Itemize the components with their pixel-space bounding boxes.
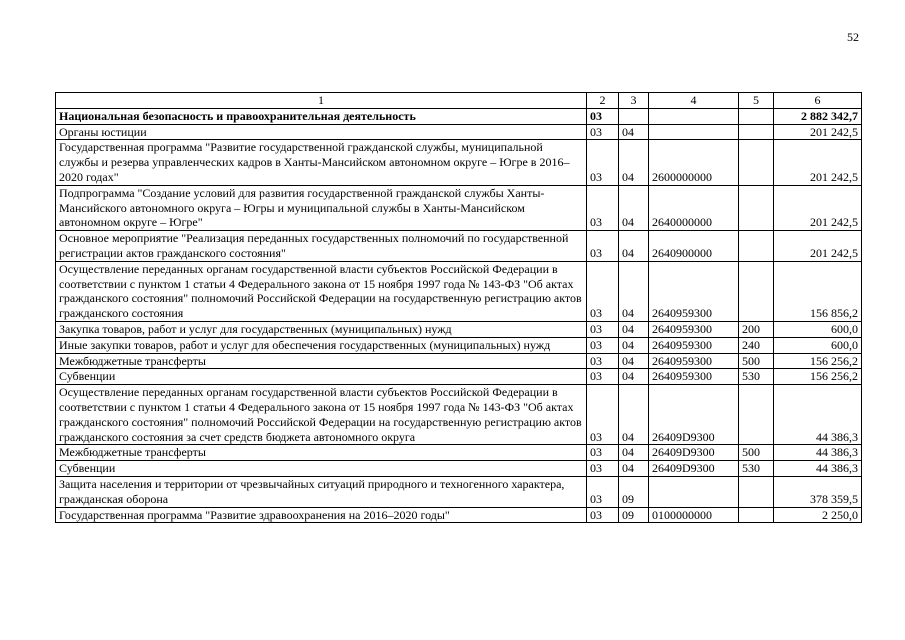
cell-target-article: 0100000000 — [649, 507, 739, 523]
cell-target-article: 2640900000 — [649, 231, 739, 262]
cell-name: Органы юстиции — [56, 124, 587, 140]
cell-section: 03 — [587, 369, 619, 385]
cell-name: Осуществление переданных органам государственной власти субъектов Российской Федерации в соответствии с пунктом 1 статьи 4 Федерального закона от 15 ноября 1997 года № 143-ФЗ "Об актах гражданского состояния" полномочий Российской Федерации на государственную регистрацию актов гражданского состояния — [56, 261, 587, 321]
cell-subsection: 04 — [619, 124, 649, 140]
table-row — [56, 445, 862, 461]
cell-section: 03 — [587, 507, 619, 523]
cell-expense-type: 530 — [739, 461, 774, 477]
cell-subsection: 04 — [619, 461, 649, 477]
cell-section: 03 — [587, 261, 619, 321]
table-row — [56, 124, 862, 140]
cell-name: Субвенции — [56, 369, 587, 385]
cell-amount: 201 242,5 — [774, 140, 862, 185]
cell-section: 03 — [587, 445, 619, 461]
cell-amount: 156 256,2 — [774, 369, 862, 385]
cell-amount: 44 386,3 — [774, 445, 862, 461]
cell-name: Защита населения и территории от чрезвычайных ситуаций природного и техногенного характера, гражданская оборона — [56, 476, 587, 507]
cell-section: 03 — [587, 353, 619, 369]
cell-name: Иные закупки товаров, работ и услуг для обеспечения государственных (муниципальных) нужд — [56, 337, 587, 353]
cell-amount: 378 359,5 — [774, 476, 862, 507]
cell-section: 03 — [587, 124, 619, 140]
table-header-row — [56, 93, 862, 109]
cell-name: Основное мероприятие "Реализация переданных государственных полномочий по государственной регистрации актов гражданского состояния" — [56, 231, 587, 262]
cell-name: Подпрограмма "Создание условий для развития государственной гражданской службы Ханты-Мансийского автономного округа – Югры и муниципальной службы в Ханты-Мансийском автономном округе – Югре" — [56, 185, 587, 230]
table-row — [56, 185, 862, 230]
cell-target-article — [649, 124, 739, 140]
cell-subsection: 04 — [619, 261, 649, 321]
cell-amount: 2 250,0 — [774, 507, 862, 523]
table-row — [56, 140, 862, 185]
cell-expense-type: 530 — [739, 369, 774, 385]
header-cell-name: 1 — [56, 93, 587, 109]
cell-name: Государственная программа "Развитие здравоохранения на 2016–2020 годы" — [56, 507, 587, 523]
cell-section: 03 — [587, 385, 619, 445]
cell-subsection — [619, 108, 649, 124]
cell-expense-type: 500 — [739, 353, 774, 369]
cell-expense-type — [739, 124, 774, 140]
cell-section: 03 — [587, 231, 619, 262]
cell-target-article: 2640959300 — [649, 261, 739, 321]
cell-target-article: 26409D9300 — [649, 385, 739, 445]
cell-name: Осуществление переданных органам государственной власти субъектов Российской Федерации в соответствии с пунктом 1 статьи 4 Федерального закона от 15 ноября 1997 года № 143-ФЗ "Об актах гражданского состояния" полномочий Российской Федерации на государственную регистрацию актов гражданского состояния за счет средств бюджета автономного округа — [56, 385, 587, 445]
budget-table — [55, 92, 862, 523]
cell-name: Субвенции — [56, 461, 587, 477]
cell-expense-type — [739, 185, 774, 230]
cell-target-article: 2640959300 — [649, 369, 739, 385]
cell-section: 03 — [587, 321, 619, 337]
table-row — [56, 385, 862, 445]
cell-expense-type — [739, 231, 774, 262]
cell-target-article: 2640959300 — [649, 321, 739, 337]
cell-amount: 44 386,3 — [774, 385, 862, 445]
cell-expense-type: 500 — [739, 445, 774, 461]
cell-expense-type — [739, 476, 774, 507]
cell-subsection: 04 — [619, 321, 649, 337]
cell-expense-type: 240 — [739, 337, 774, 353]
cell-subsection: 04 — [619, 231, 649, 262]
cell-amount: 201 242,5 — [774, 231, 862, 262]
cell-amount: 44 386,3 — [774, 461, 862, 477]
cell-target-article — [649, 476, 739, 507]
cell-expense-type — [739, 385, 774, 445]
cell-subsection: 04 — [619, 369, 649, 385]
table-row — [56, 461, 862, 477]
cell-target-article: 26409D9300 — [649, 461, 739, 477]
cell-name: Межбюджетные трансферты — [56, 445, 587, 461]
header-cell-subsection: 3 — [619, 93, 649, 109]
header-cell-expense-type: 5 — [739, 93, 774, 109]
table-row — [56, 476, 862, 507]
cell-expense-type: 200 — [739, 321, 774, 337]
cell-target-article: 2640000000 — [649, 185, 739, 230]
cell-target-article: 2640959300 — [649, 353, 739, 369]
cell-amount: 201 242,5 — [774, 124, 862, 140]
cell-target-article: 26409D9300 — [649, 445, 739, 461]
cell-name: Национальная безопасность и правоохранительная деятельность — [56, 108, 587, 124]
header-cell-section: 2 — [587, 93, 619, 109]
table-row — [56, 108, 862, 124]
cell-subsection: 09 — [619, 476, 649, 507]
table-row — [56, 231, 862, 262]
page-number: 52 — [847, 30, 859, 44]
cell-amount: 156 256,2 — [774, 353, 862, 369]
cell-amount: 600,0 — [774, 321, 862, 337]
cell-target-article — [649, 108, 739, 124]
cell-target-article: 2640959300 — [649, 337, 739, 353]
cell-subsection: 04 — [619, 337, 649, 353]
cell-amount: 2 882 342,7 — [774, 108, 862, 124]
cell-name: Государственная программа "Развитие государственной гражданской службы, муниципальной службы и резерва управленческих кадров в Ханты-Мансийском автономном округе – Югре в 2016–2020 годах" — [56, 140, 587, 185]
cell-amount: 201 242,5 — [774, 185, 862, 230]
header-cell-amount: 6 — [774, 93, 862, 109]
cell-section: 03 — [587, 140, 619, 185]
header-cell-target-article: 4 — [649, 93, 739, 109]
cell-expense-type — [739, 140, 774, 185]
cell-subsection: 04 — [619, 445, 649, 461]
cell-subsection: 04 — [619, 353, 649, 369]
table-row — [56, 337, 862, 353]
cell-name: Межбюджетные трансферты — [56, 353, 587, 369]
cell-expense-type — [739, 507, 774, 523]
cell-name: Закупка товаров, работ и услуг для государственных (муниципальных) нужд — [56, 321, 587, 337]
cell-section: 03 — [587, 337, 619, 353]
cell-subsection: 09 — [619, 507, 649, 523]
cell-section: 03 — [587, 108, 619, 124]
table-row — [56, 261, 862, 321]
cell-amount: 600,0 — [774, 337, 862, 353]
cell-subsection: 04 — [619, 385, 649, 445]
cell-amount: 156 856,2 — [774, 261, 862, 321]
cell-section: 03 — [587, 185, 619, 230]
cell-expense-type — [739, 261, 774, 321]
table-row — [56, 507, 862, 523]
cell-section: 03 — [587, 476, 619, 507]
cell-subsection: 04 — [619, 140, 649, 185]
table-row — [56, 369, 862, 385]
cell-section: 03 — [587, 461, 619, 477]
cell-target-article: 2600000000 — [649, 140, 739, 185]
table-row — [56, 353, 862, 369]
cell-expense-type — [739, 108, 774, 124]
cell-subsection: 04 — [619, 185, 649, 230]
table-row — [56, 321, 862, 337]
